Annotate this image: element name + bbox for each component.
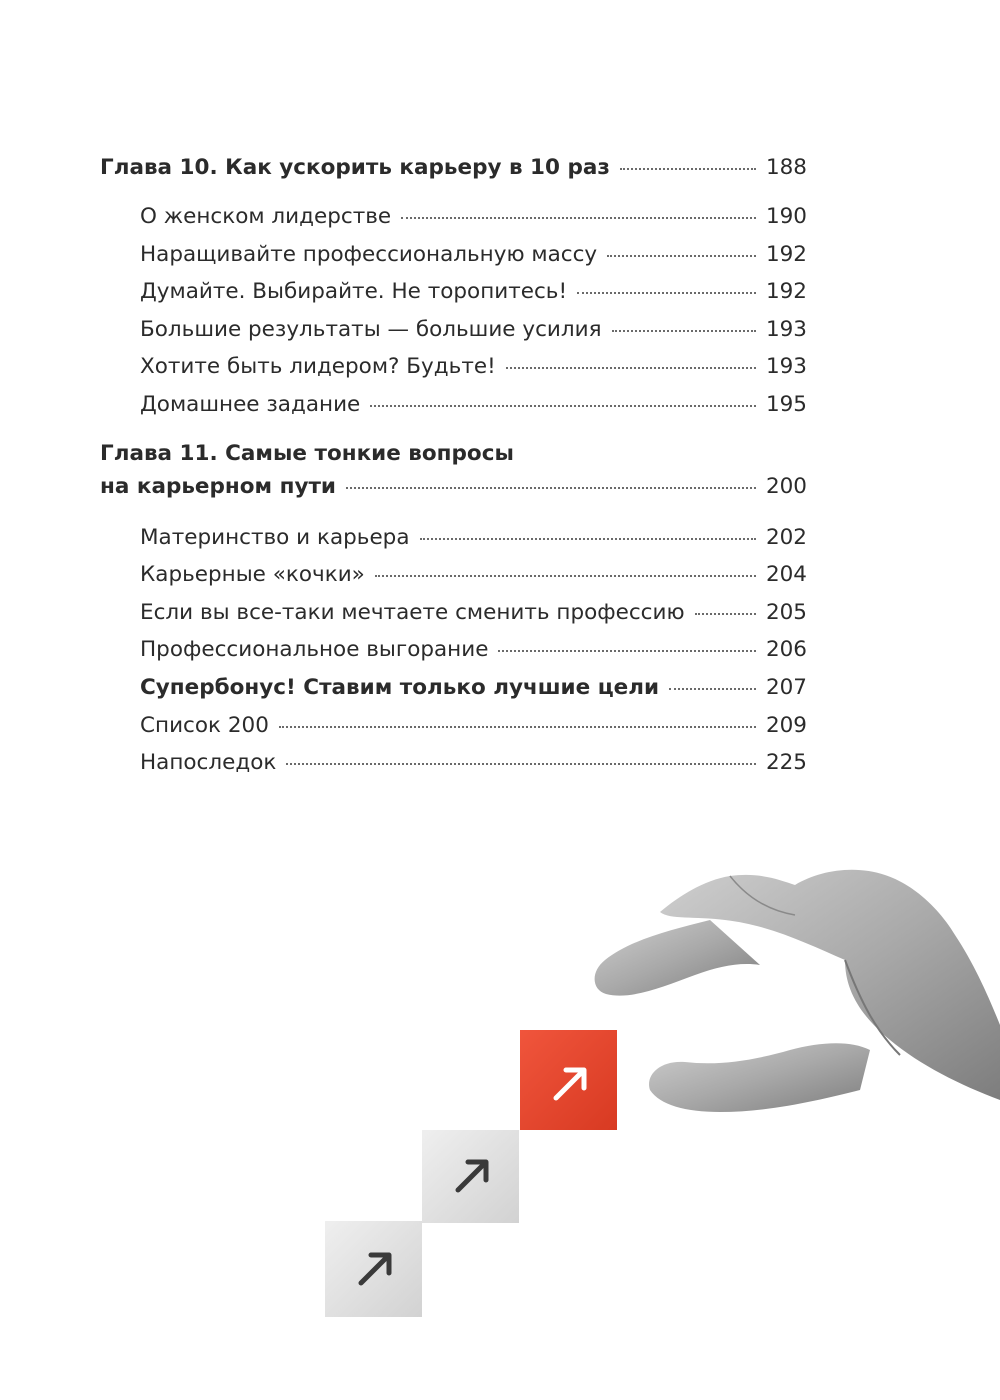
dot-leader — [607, 255, 756, 257]
page-number: 207 — [765, 674, 807, 700]
item-title: Хотите быть лидером? Будьте! — [140, 354, 496, 380]
chapter-title: Глава 10. Как ускорить карьеру в 10 раз — [100, 155, 610, 180]
toc-item-bonus[interactable] — [100, 669, 807, 707]
toc-item[interactable] — [100, 311, 807, 349]
toc-item[interactable] — [100, 594, 807, 632]
toc-chapter-11-title-line1[interactable]: Глава 11. Самые тонкие вопросы — [100, 440, 514, 466]
dot-leader — [620, 168, 756, 170]
toc-chapter-10[interactable] — [100, 150, 807, 186]
dot-leader — [577, 292, 756, 294]
item-title: Материнство и карьера — [140, 524, 410, 550]
dot-leader — [669, 688, 756, 690]
page-number: 193 — [765, 354, 807, 380]
item-title: Думайте. Выбирайте. Не торопитесь! — [140, 279, 568, 305]
page-number: 204 — [765, 562, 807, 588]
item-title: О женском лидерстве — [140, 204, 392, 229]
dot-leader — [695, 613, 756, 615]
chapter-title: на карьерном пути — [100, 473, 336, 499]
grey-arrow-block — [422, 1130, 519, 1223]
item-title: Список 200 — [140, 712, 269, 738]
toc-chapter-11[interactable] — [100, 469, 807, 505]
page-number: 206 — [765, 637, 807, 663]
toc-item[interactable] — [100, 386, 807, 424]
page-number: 205 — [765, 599, 807, 625]
toc-item[interactable] — [100, 236, 807, 274]
item-title: Напоследок — [140, 750, 277, 776]
item-title: Домашнее задание — [140, 391, 361, 417]
index-finger-shape — [595, 920, 760, 996]
item-title: Профессиональное выгорание — [140, 637, 489, 663]
dot-leader — [346, 487, 756, 489]
page-number: 195 — [765, 391, 807, 417]
toc-item[interactable] — [100, 273, 807, 311]
page-number: 225 — [765, 750, 807, 776]
item-title: Карьерные «кочки» — [140, 562, 365, 588]
dot-leader — [279, 726, 756, 728]
item-title: Супербонус! Ставим только лучшие цели — [140, 674, 660, 700]
page-number: 200 — [765, 473, 807, 499]
grey-arrow-block — [325, 1221, 422, 1317]
page-number: 190 — [765, 204, 807, 229]
dot-leader — [506, 367, 756, 369]
page-number: 192 — [765, 241, 807, 267]
toc-item[interactable] — [100, 519, 807, 557]
dot-leader — [286, 763, 756, 765]
item-title: Если вы все-таки мечтаете сменить профессию — [140, 599, 685, 625]
dot-leader — [375, 575, 756, 577]
dot-leader — [420, 538, 756, 540]
toc-item[interactable] — [100, 198, 807, 236]
dot-leader — [401, 217, 756, 219]
page-number: 192 — [765, 279, 807, 305]
page-number: 209 — [765, 712, 807, 738]
red-arrow-block — [520, 1030, 617, 1130]
thumb-shape — [649, 1043, 870, 1112]
dot-leader — [612, 330, 756, 332]
table-of-contents — [100, 150, 807, 782]
item-title: Большие результаты — большие усилия — [140, 316, 602, 342]
toc-item[interactable] — [100, 744, 807, 782]
toc-item[interactable] — [100, 707, 807, 745]
toc-item[interactable] — [100, 631, 807, 669]
hand-placing-arrow-blocks-icon — [300, 850, 1000, 1400]
dot-leader — [498, 650, 756, 652]
item-title: Наращивайте профессиональную массу — [140, 241, 598, 267]
page-number: 202 — [765, 524, 807, 550]
dot-leader — [370, 405, 756, 407]
page-number: 188 — [765, 155, 807, 180]
page-number: 193 — [765, 316, 807, 342]
toc-item[interactable] — [100, 348, 807, 386]
toc-item[interactable] — [100, 556, 807, 594]
